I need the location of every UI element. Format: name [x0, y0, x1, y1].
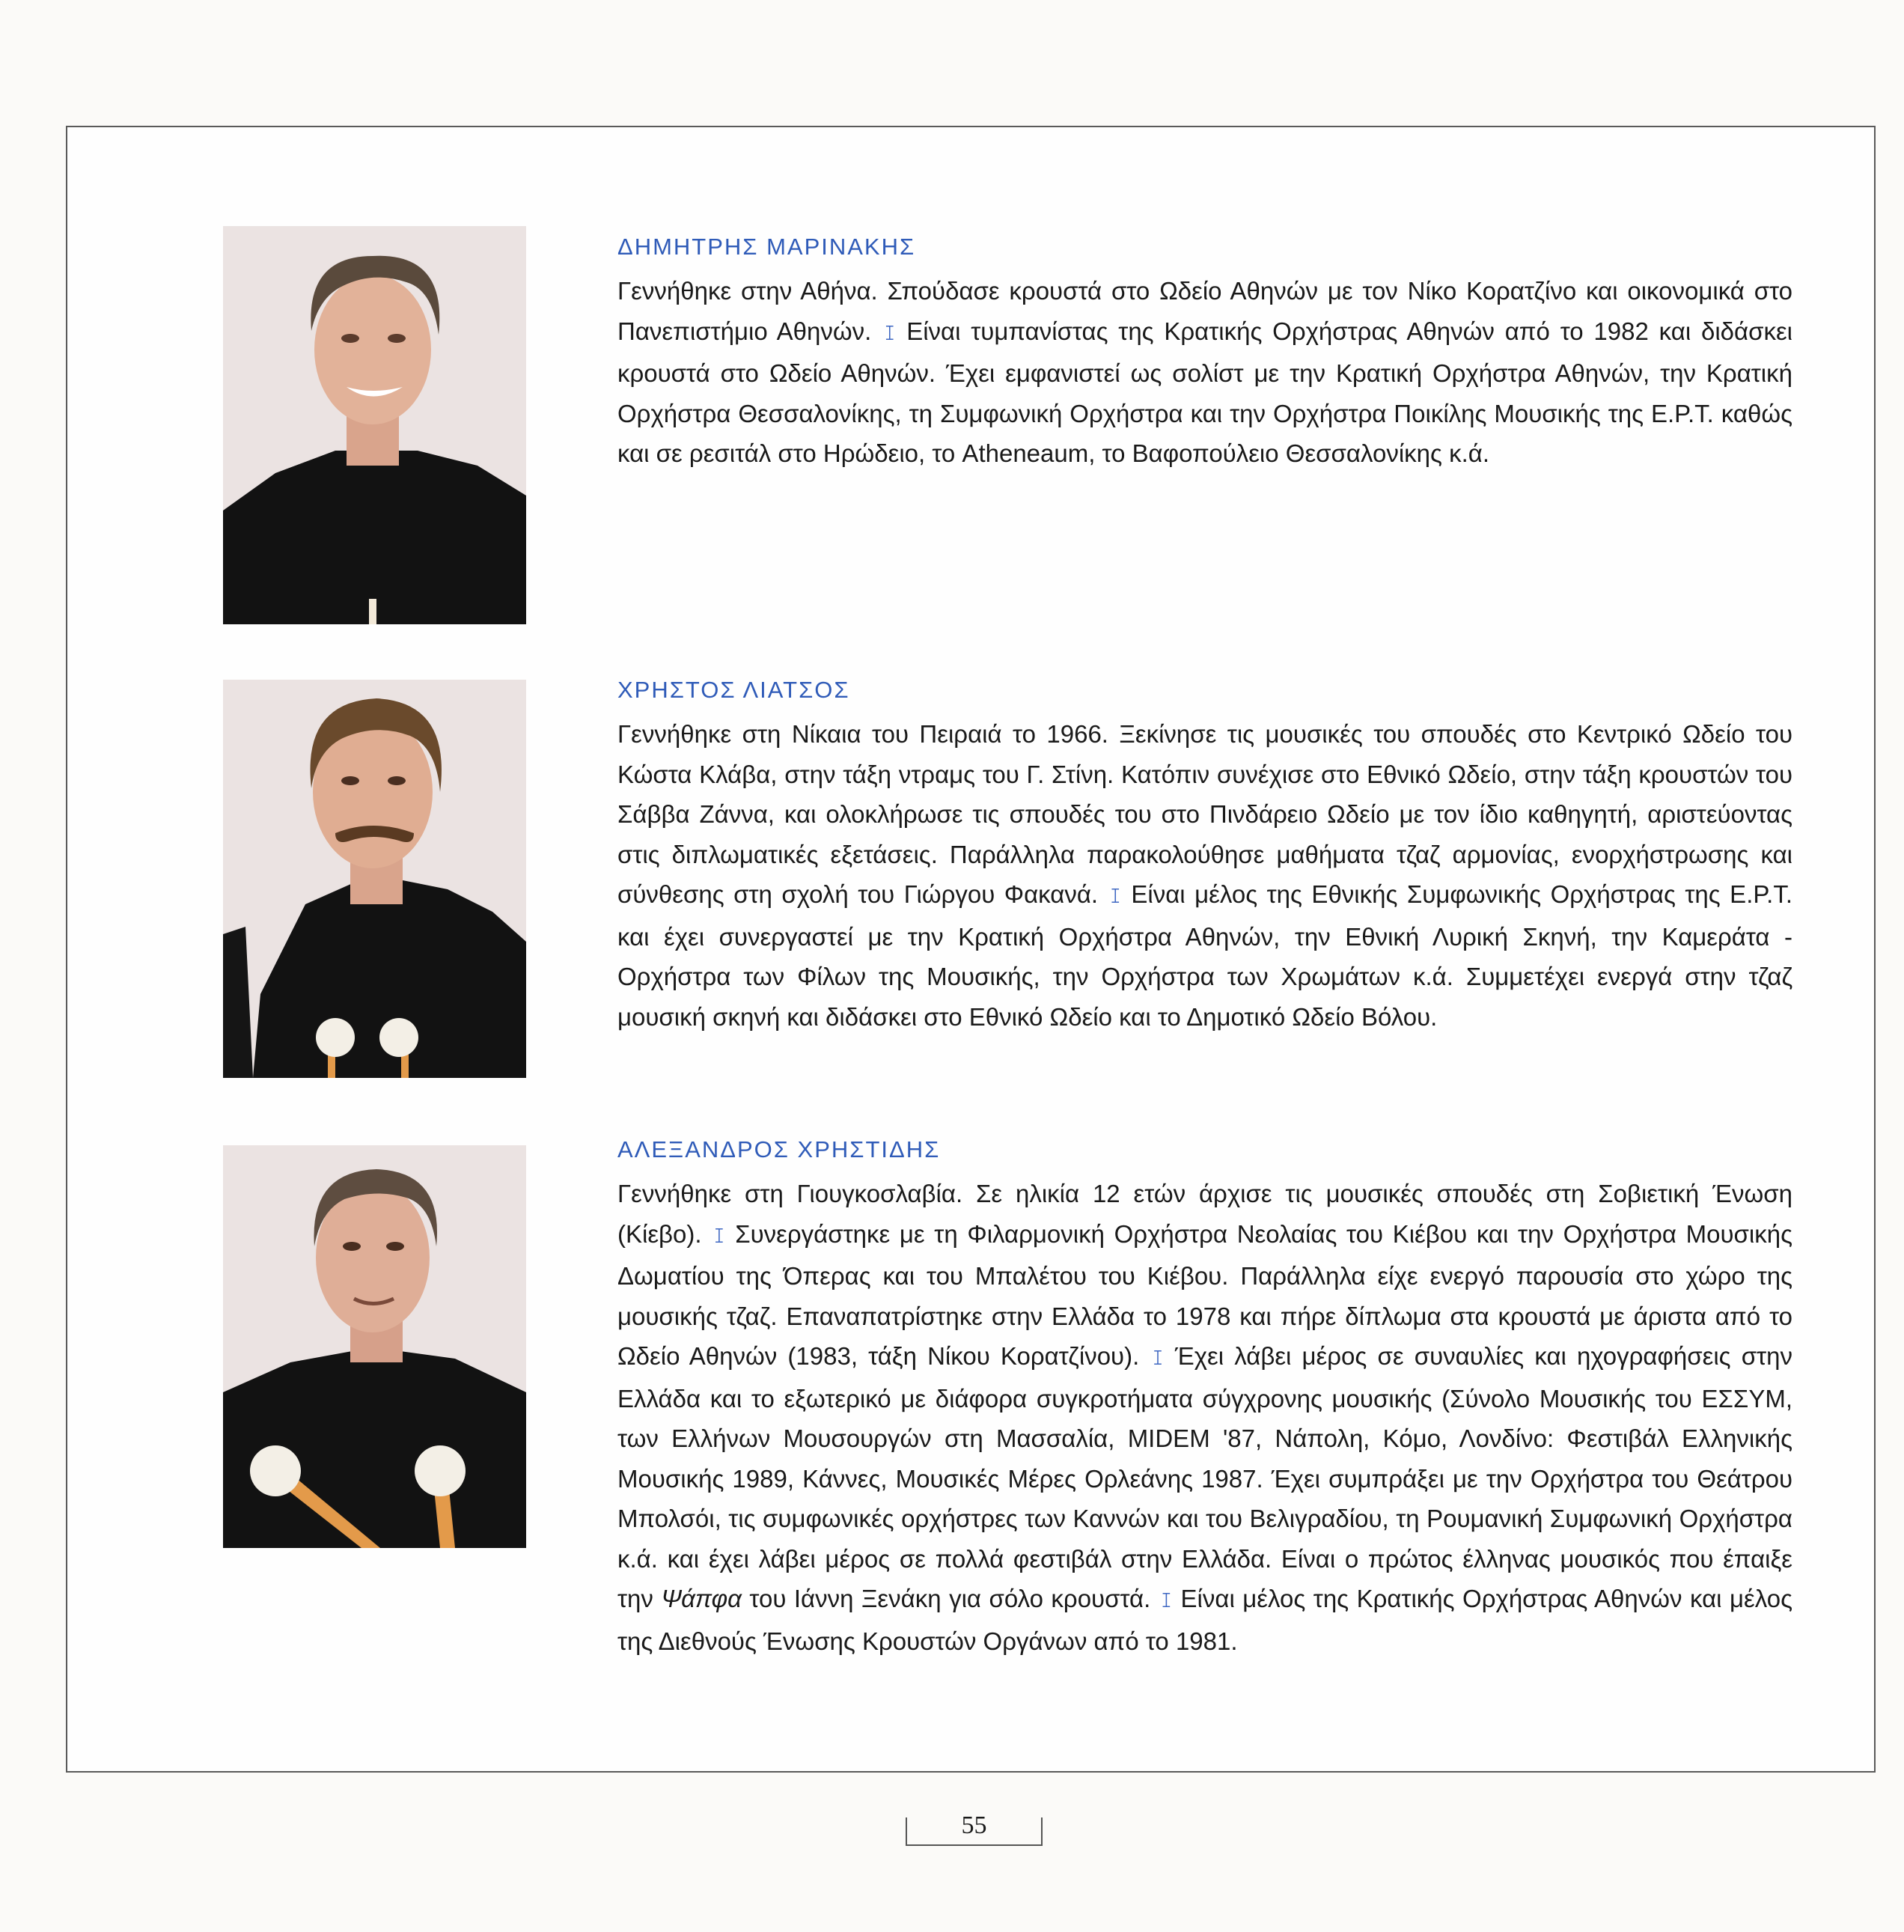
person-name: ΑΛΕΞΑΝΔΡΟΣ ΧΡΗΣΤΙΔΗΣ [617, 1136, 941, 1162]
page-number: 55 [906, 1817, 1043, 1846]
bio-text: Είναι μέλος της Εθνικής Συμφωνικής Ορχήστρας της Ε.Ρ.Τ. και έχει συνεργαστεί με την Κρατική Ορχήστρα Αθηνών, την Εθνική Λυρική Σκηνή, την Καμεράτα - Ορχήστρα των Φίλων της Μουσικής, την Ορχήστρα των Χρωμάτων κ.ά. Συμμετέχει ενεργά στην τζαζ μουσική σκηνή και διδάσκει στο Εθνικό Ωδείο και το Δημοτικό Ωδείο Βόλου. [617, 880, 1793, 1031]
bio-text: Είναι τυμπανίστας της Κρατικής Ορχήστρας Αθηνών από το 1982 και διδάσκει κρουστά στο Ωδείο Αθηνών. Έχει εμφανιστεί ως σολίστ με την Κρατική Ορχήστρα Αθηνών, την Κρατική Ορχήστρα Θεσσαλονίκης, τη Συμφωνική Ορχήστρα και την Ορχήστρα Ποικίλης Μουσικής της Ε.Ρ.Τ. καθώς και σε ρεσιτάλ στο Ηρώδειο, το Atheneaum, το Βαφοπούλειο Θεσσαλονίκης κ.ά. [617, 317, 1793, 467]
bio-text: Συνεργάστηκε με τη Φιλαρμονική Ορχήστρα Νεολαίας του Κιέβου και την Ορχήστρα Μουσικής Δωματίου της Όπερας και του Μπαλέτου του Κιέβου. Παράλληλα είχε ενεργό παρουσία στο χώρο της μουσικής τζαζ. Επαναπατρίστηκε στην Ελλάδα το 1978 και πήρε δίπλωμα στα κρουστά με άριστα από το Ωδείο Αθηνών (1983, τάξη Νίκου Κορατζίνου). [617, 1219, 1793, 1370]
bio-text: Έχει λάβει μέρος σε συναυλίες και ηχογραφήσεις στην Ελλάδα και το εξωτερικό με διάφορα συγκροτήματα σύγχρονης μουσικής (Σύνολο Μουσικής του ΕΣΣΥΜ, των Ελλήνων Μουσουργών στη Μασσαλία, MIDEM '87, Νάπολη, Κόμο, Λονδίνο: Φεστιβάλ Ελληνικής Μουσικής 1989, Κάννες, Μουσικές Μέρες Ορλεάνης 1987. Έχει συμπράξει με την Ορχήστρα του Θεάτρου Μπολσόι, τις συμφωνικές ορχήστρες των Καννών και του Βελιγραδίου, τη Ρουμανική Συμφωνική Ορχήστρα κ.ά. και έχει λάβει μέρος σε πολλά φεστιβάλ στην Ελλάδα. Είναι ο πρώτος έλληνας μουσικός που έπαιξε την [617, 1342, 1792, 1612]
bio-paragraph [617, 271, 1792, 474]
ornament-separator-icon: ꕯ [1161, 1589, 1171, 1612]
bio-text: του Ιάννη Ξενάκη για σόλο κρουστά. [749, 1585, 1151, 1612]
bio-text: Γεννήθηκε στη Γιουγκοσλαβία. Σε ηλικία 12 ετών άρχισε τις μουσικές σπουδές στη Σοβιετική Ένωση (Κίεβο). [617, 1180, 1792, 1248]
person-name: ΧΡΗΣΤΟΣ ΛΙΑΤΣΟΣ [617, 677, 850, 703]
ornament-separator-icon: ꕯ [1110, 885, 1119, 907]
ornament-separator-icon: ꕯ [714, 1224, 723, 1247]
bio-text-block [617, 674, 1792, 1037]
work-title: Ψάπφα [661, 1585, 742, 1612]
portrait-photo [223, 680, 526, 1078]
portrait-photo [223, 1145, 526, 1548]
bio-text-block [617, 231, 1792, 474]
bio-text: Είναι μέλος της Κρατικής Ορχήστρας Αθηνών και μέλος της Διεθνούς Ένωσης Κρουστών Οργάνων από το 1981. [617, 1585, 1792, 1655]
bio-paragraph [617, 1174, 1792, 1661]
ornament-separator-icon: ꕯ [1153, 1347, 1162, 1369]
ornament-separator-icon: ꕯ [885, 321, 894, 344]
person-name: ΔΗΜΗΤΡΗΣ ΜΑΡΙΝΑΚΗΣ [617, 234, 916, 260]
bio-text: Γεννήθηκε στην Αθήνα. Σπούδασε κρουστά στο Ωδείο Αθηνών με τον Νίκο Κορατζίνο και οικονομικά στο Πανεπιστήμιο Αθηνών. [617, 277, 1792, 345]
bio-text: Γεννήθηκε στη Νίκαια του Πειραιά το 1966. Ξεκίνησε τις μουσικές του σπουδές στο Κεντρικό Ωδείο του Κώστα Κλάβα, στην τάξη ντραμς του Γ. Στίνη. Κατόπιν συνέχισε στο Εθνικό Ωδείο, στην τάξη κρουστών του Σάββα Ζάννα, και ολοκλήρωσε τις σπουδές του στο Πινδάρειο Ωδείο με τον ίδιο καθηγητή, αριστεύοντας στις διπλωματικές εξετάσεις. Παράλληλα παρακολούθησε μαθήματα τζαζ αρμονίας, ενορχήστρωσης και σύνθεσης στη σχολή του Γιώργου Φακανά. [617, 720, 1792, 908]
bio-paragraph [617, 714, 1792, 1037]
portrait-photo [223, 226, 526, 624]
bio-text-block [617, 1133, 1792, 1661]
page-frame [66, 126, 1876, 1773]
